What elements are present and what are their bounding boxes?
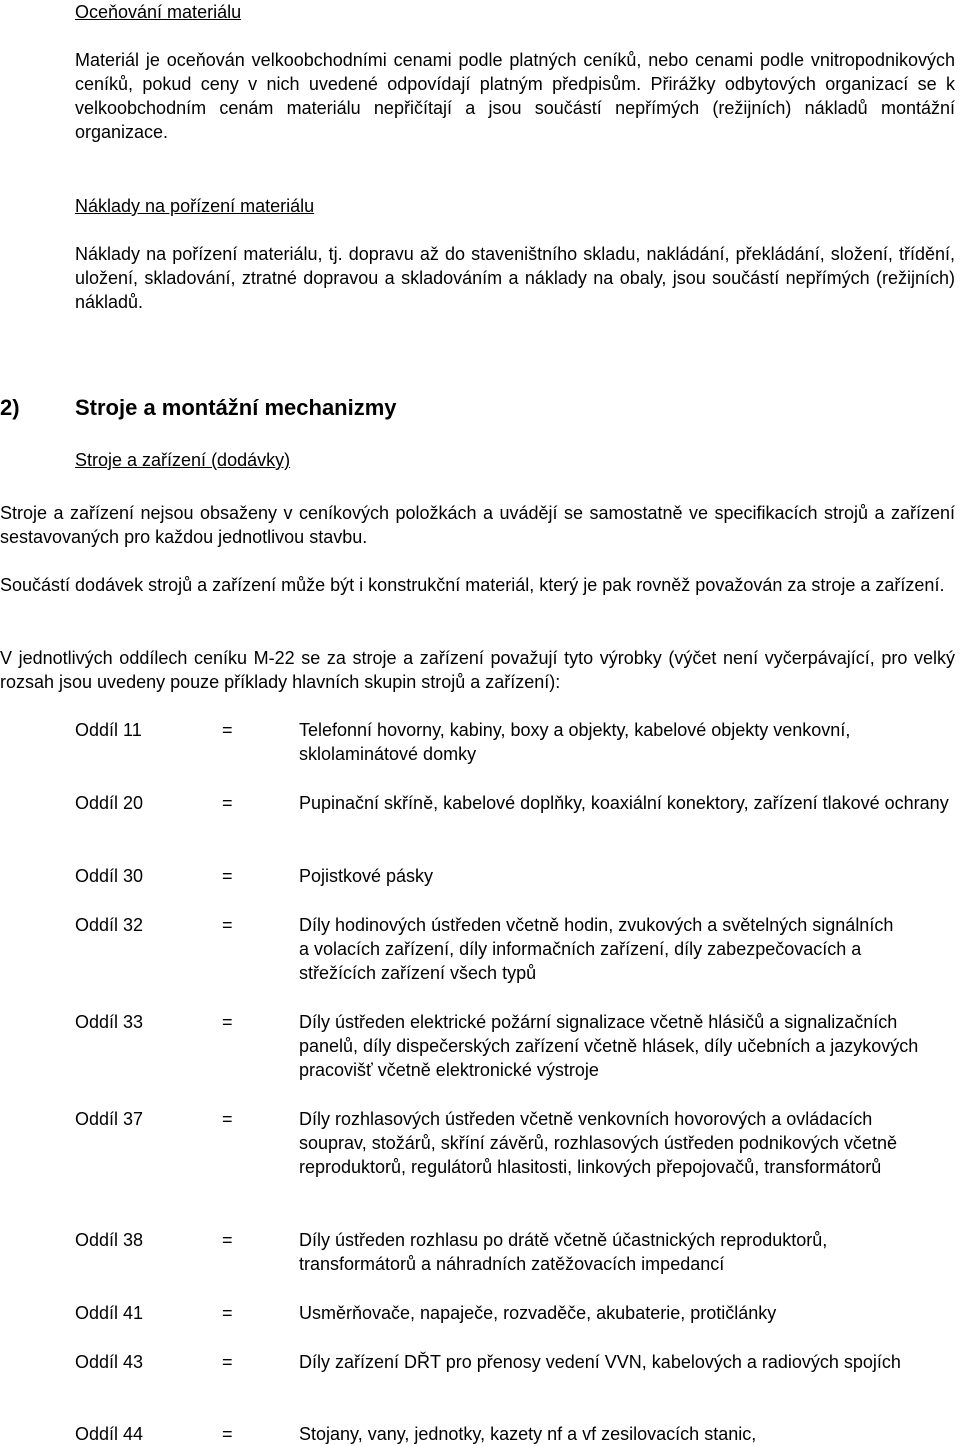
equals-sign: = — [222, 1424, 233, 1444]
equals-sign: = — [222, 866, 233, 886]
section-code: Oddíl 30 — [75, 866, 144, 886]
section-description: Díly ústředen rozhlasu po drátě včetně účastnických reproduktorů, transformátorů a náhradních zatěžovacích impedancí — [299, 1230, 828, 1274]
section-description: Pojistkové pásky — [299, 866, 434, 886]
paragraph-material-pricing: Materiál je oceňován velkoobchodními cenami podle platných ceníků, nebo cenami podle vnitropodnikových ceníků, pokud ceny v nich uvedené odpovídají platným předpisům. Přirážky odbytových organizací se k velkoobchodním cenám materiálu nepřičítají a jsou součástí nepřímých (režijních) nákladů montážní organizace. — [75, 50, 955, 142]
equals-sign: = — [222, 915, 233, 935]
section-description: Telefonní hovorny, kabiny, boxy a objekty, kabelové objekty venkovní, sklolaminátové domky — [299, 720, 851, 764]
chapter-heading — [0, 394, 900, 422]
section-description: Díly hodinových ústředen včetně hodin, zvukových a světelných signálních a volacích zařízení, díly informačních zařízení, díly zabezpečovacích a střežících zařízení všech typů — [299, 915, 894, 983]
section-description: Díly zařízení DŘT pro přenosy vedení VVN, kabelových a radiových spojích — [299, 1352, 901, 1372]
chapter-title: Stroje a montážní mechanizmy — [75, 395, 397, 420]
equals-sign: = — [222, 1230, 233, 1250]
section-description: Díly rozhlasových ústředen včetně venkovních hovorových a ovládacích souprav, stožárů, skříní závěrů, rozhlasových ústředen podnikových včetně reproduktorů, regulátorů hlasitosti, linkových přepojovačů, transformátorů — [299, 1109, 897, 1177]
equals-sign: = — [222, 1109, 233, 1129]
section-code: Oddíl 11 — [75, 720, 142, 740]
equals-sign: = — [222, 1352, 233, 1372]
paragraph-machines-1: Stroje a zařízení nejsou obsaženy v ceníkových položkách a uvádějí se samostatně ve specifikacích strojů a zařízení sestavovaných pro každou jednotlivou stavbu. — [0, 503, 955, 547]
section-code: Oddíl 38 — [75, 1230, 144, 1250]
equals-sign: = — [222, 793, 233, 813]
section-description: Usměrňovače, napaječe, rozvaděče, akubaterie, protičlánky — [299, 1303, 777, 1323]
chapter-number: 2) — [0, 395, 20, 420]
paragraph-machines-2: Součástí dodávek strojů a zařízení může být i konstrukční materiál, který je pak rovněž považován za stroje a zařízení. — [0, 575, 945, 595]
paragraph-machines-3: V jednotlivých oddílech ceníku M-22 se za stroje a zařízení považují tyto výrobky (výčet není vyčerpávající, pro velký rozsah jsou uvedeny pouze příklady hlavních skupin strojů a zařízení): — [0, 648, 955, 692]
section-code: Oddíl 43 — [75, 1352, 144, 1372]
section-description: Díly ústředen elektrické požární signalizace včetně hlásičů a signalizačních panelů, díly dispečerských zařízení včetně hlásek, díly učebních a jazykových pracovišť včetně elektronické výstroje — [299, 1012, 919, 1080]
equals-sign: = — [222, 1012, 233, 1032]
section-heading-material-pricing: Oceňování materiálu — [75, 2, 242, 22]
paragraph-acquisition-costs: Náklady na pořízení materiálu, tj. dopravu až do staveništního skladu, nakládání, překládání, složení, třídění, uložení, skladování, ztratné dopravou a skladováním a náklady na obaly, jsou součástí nepřímých (režijních) nákladů. — [75, 244, 955, 312]
section-code: Oddíl 37 — [75, 1109, 144, 1129]
section-code: Oddíl 20 — [75, 793, 144, 813]
section-heading-machines: Stroje a zařízení (dodávky) — [75, 450, 291, 470]
section-code: Oddíl 33 — [75, 1012, 144, 1032]
section-code: Oddíl 41 — [75, 1303, 144, 1323]
equals-sign: = — [222, 720, 233, 740]
section-description: Pupinační skříně, kabelové doplňky, koaxiální konektory, zařízení tlakové ochrany — [299, 793, 949, 813]
section-heading-acquisition-costs: Náklady na pořízení materiálu — [75, 196, 315, 216]
equals-sign: = — [222, 1303, 233, 1323]
section-code: Oddíl 32 — [75, 915, 144, 935]
section-description: Stojany, vany, jednotky, kazety nf a vf zesilovacích stanic, — [299, 1424, 757, 1444]
section-code: Oddíl 44 — [75, 1424, 144, 1444]
